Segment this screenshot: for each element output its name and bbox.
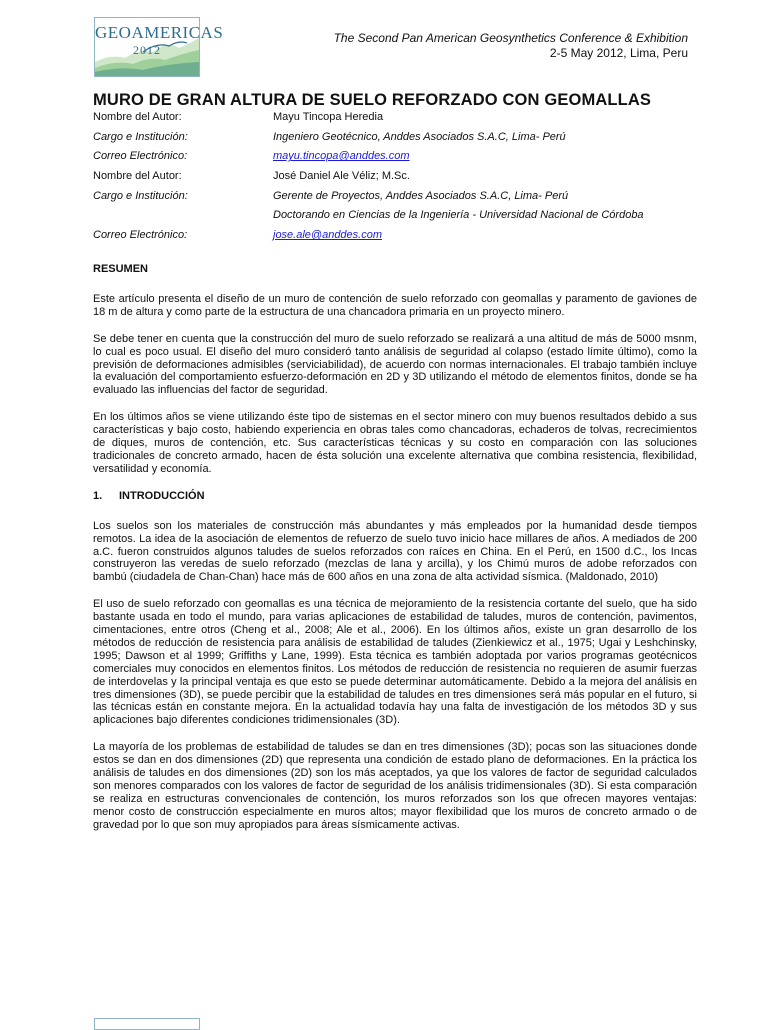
conference-date-place: 2-5 May 2012, Lima, Peru	[549, 46, 688, 60]
author-value: Gerente de Proyectos, Anddes Asociados S.A.C, Lima- Perú	[273, 189, 569, 202]
author-row	[93, 229, 693, 249]
author-label: Cargo e Institución:	[93, 130, 188, 143]
author-label: Correo Electrónico:	[93, 229, 188, 242]
abstract-heading: RESUMEN	[93, 263, 149, 275]
abstract-paragraph: En los últimos años se viene utilizando éste tipo de sistemas en el sector minero con muy buenos resultados debido a sus características y bajo costo, habiendo experiencia en obras tales como chancadoras, echaderos de tolvas, recrecimientos de diques, muros de contención, etc. Sus características técnicas y su costo en comparación con las soluciones tradicionales de concreto armado, hacen de ésta solución una excelente alternativa que combina resistencia, flexibilidad, versatilidad y economía.	[93, 411, 697, 475]
conference-logo	[94, 17, 224, 77]
section-heading-introduccion	[93, 490, 697, 503]
author-row	[93, 170, 693, 190]
footer-logo-box	[94, 1018, 200, 1030]
author-row	[93, 150, 693, 170]
author-label: Correo Electrónico:	[93, 150, 188, 163]
author-info-block	[93, 111, 693, 249]
logo-wordmark: GEOAMERICAS	[95, 23, 224, 42]
paper-body	[93, 263, 697, 846]
author-label: Nombre del Autor:	[93, 170, 182, 183]
conference-info	[334, 31, 688, 61]
author-row	[93, 131, 693, 151]
author-value: Doctorando en Ciencias de la Ingeniería - Universidad Nacional de Córdoba	[273, 209, 644, 222]
conference-name: The Second Pan American Geosynthetics Conference & Exhibition	[333, 31, 688, 45]
author-value: Ingeniero Geotécnico, Anddes Asociados S.A.C, Lima- Perú	[273, 130, 566, 143]
author-label: Nombre del Autor:	[93, 111, 182, 123]
author-email-link[interactable]: jose.ale@anddes.com	[273, 229, 383, 242]
author-label: Cargo e Institución:	[93, 189, 188, 202]
author-row	[93, 190, 693, 210]
author-email-link[interactable]: mayu.tincopa@anddes.com	[273, 150, 410, 163]
body-paragraph: La mayoría de los problemas de estabilidad de taludes se dan en tres dimensiones (3D); pocas son las situaciones donde estos se dan en dos dimensiones (2D) que representa una condición de estado plano de deformaciones. En la práctica los análisis de taludes en dos dimensiones (2D) son los más aceptados, ya que los valores de factor de seguridad calculados son menores comparados con los valores de factor de seguridad de los análisis tridimensionales (3D). Si esta comparación se realiza en estructuras convencionales de contención, los muros reforzados son los que ofrecen mayores ventajas: menor costo de construcción especialmente en muros altos; mayor flexibilidad que los muros de concreto armado o de gravedad por lo que son muy apropiados para áreas sísmicamente activas.	[93, 741, 697, 831]
abstract-paragraph: Se debe tener en cuenta que la construcción del muro de suelo reforzado se realizará a una altitud de más de 5000 msnm, lo cual es poco usual. El diseño del muro consideró tanto análisis de seguridad al colapso (estado límite último), como la previsión de deformaciones admisibles (serviciabilidad), de acuerdo con normas internacionales. El trabajo también incluye la evaluación del comportamiento esfuerzo-deformación en 2D y 3D utilizando el método de elementos finitos, donde se ha evaluado las influencias del factor de seguridad.	[93, 332, 697, 397]
paper-title: MURO DE GRAN ALTURA DE SUELO REFORZADO CON GEOMALLAS	[93, 91, 652, 109]
abstract-paragraph: Este artículo presenta el diseño de un muro de contención de suelo reforzado con geomallas y paramento de gaviones de 18 m de altura y como parte de la estructura de una chancadora primaria en un proyecto minero.	[93, 292, 697, 318]
author-row	[93, 111, 693, 131]
section-number: 1.	[93, 489, 103, 502]
section-title: INTRODUCCIÓN	[119, 489, 205, 502]
author-value: José Daniel Ale Véliz; M.Sc.	[273, 170, 410, 183]
body-paragraph: Los suelos son los materiales de construcción más abundantes y más empleados por la humanidad desde tiempos remotos. La idea de la asociación de elementos de refuerzo de suelo tuvo inicio hace millares de años. A mediados de 200 a.C. fueron construidos algunos taludes de suelos reforzados con raíces en China. En el Perú, en 1500 d.C., los Incas construyeron las veredas de suelo reforzado (mezclas de lana y arcilla), y los Chimú muros de adobe reforzados con bambú (ciudadela de Chan-Chan) hace más de 600 años en una zona de alta actividad sísmica. (Maldonado, 2010)	[93, 519, 697, 584]
logo-year: 2012	[133, 43, 161, 57]
author-row	[93, 209, 693, 229]
body-paragraph: El uso de suelo reforzado con geomallas es una técnica de mejoramiento de la resistencia cortante del suelo, que ha sido bastante usada en todo el mundo, para varias aplicaciones de estabilidad de taludes, muros de contención, pavimentos, cimentaciones, entre otros (Cheng et al., 2008; Ale et al., 2006). En los últimos años, existe un gran desarrollo de los métodos de reducción de resistencia para análisis de estabilidad de taludes (Zienkiewicz et al., 1975; Ugai y Leshchinsky, 1995; Dawson et al 1999; Griffiths y Lane, 1999). Esta técnica es también adoptada por varios programas geotécnicos comerciales muy conocidos en elementos finitos. Los métodos de reducción de resistencia no requieren de asumir fuerzas de interdovelas y la principal ventaja es que esto se puede determinar automáticamente. Debido a la mejora del análisis en tres dimensiones (3D), se puede percibir que la estabilidad de taludes en tres dimensiones será más popular en el futuro, si las técnicas están en constante mejora. En la actualidad todavía hay una falta de investigación de los métodos 3D y sus aplicaciones bajo diferentes condiciones tridimensionales (3D).	[93, 598, 697, 727]
author-value: Mayu Tincopa Heredia	[273, 111, 384, 123]
